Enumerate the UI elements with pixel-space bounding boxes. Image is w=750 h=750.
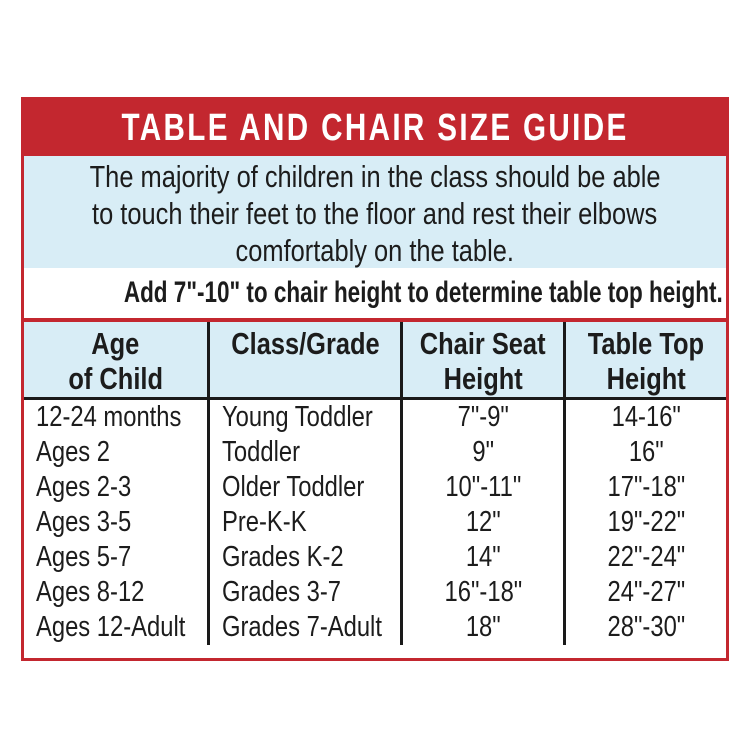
col-header-age-of-child: Age of Child [68,326,163,396]
table-cell: 17"-18" [563,470,726,505]
table-cell: 16" [563,435,726,470]
intro-line-2: to touch their feet to the floor and rest their elbows [92,196,658,231]
intro-paragraph [24,156,726,268]
table-cell: Pre-K-K [207,505,400,540]
table-cell: Grades K-2 [207,540,400,575]
table-cell: Grades 3-7 [207,575,400,610]
table-cell: Young Toddler [207,400,400,435]
note-text: Add 7"-10" to chair height to determine table top height. [123,276,723,309]
table-cell: Grades 7-Adult [207,610,400,645]
col-header-table-top-height: Table Top Height [563,322,726,397]
table-cell: Ages 12-Adult [36,611,186,643]
table-cell: 16"-18" [400,575,563,610]
table-cell: 12-24 months [36,401,182,433]
table-cell: Toddler [207,435,400,470]
table-cell: Older Toddler [207,470,400,505]
table-cell: 7"-9" [400,400,563,435]
table-cell: Ages 3-5 [36,506,132,538]
guide-title-band [24,100,726,156]
note-strip [24,268,726,318]
col-header-chair-seat-height: Chair Seat Height [400,322,563,397]
table-cell: Ages 2-3 [36,471,132,503]
table-header-row [24,322,726,397]
table-cell: Ages 2 [36,436,111,468]
table-cell: Ages 5-7 [36,541,132,573]
intro-line-3: comfortably on the table. [235,233,515,268]
table-cell: 28"-30" [563,610,726,645]
guide-title: TABLE AND CHAIR SIZE GUIDE [121,107,629,149]
table-cell: 14" [400,540,563,575]
col-header-class-grade: Class/Grade [207,322,400,397]
table-cell: Ages 8-12 [36,576,145,608]
table-cell: 12" [400,505,563,540]
table-cell: 10"-11" [400,470,563,505]
table-cell: 14-16" [563,400,726,435]
table-cell: 9" [400,435,563,470]
table-cell: 19"-22" [563,505,726,540]
size-guide-card [21,97,729,661]
table-cell: 18" [400,610,563,645]
table-body [24,400,726,645]
intro-line-1: The majority of children in the class should be able [89,159,661,194]
table-cell: 24"-27" [563,575,726,610]
table-cell: 22"-24" [563,540,726,575]
